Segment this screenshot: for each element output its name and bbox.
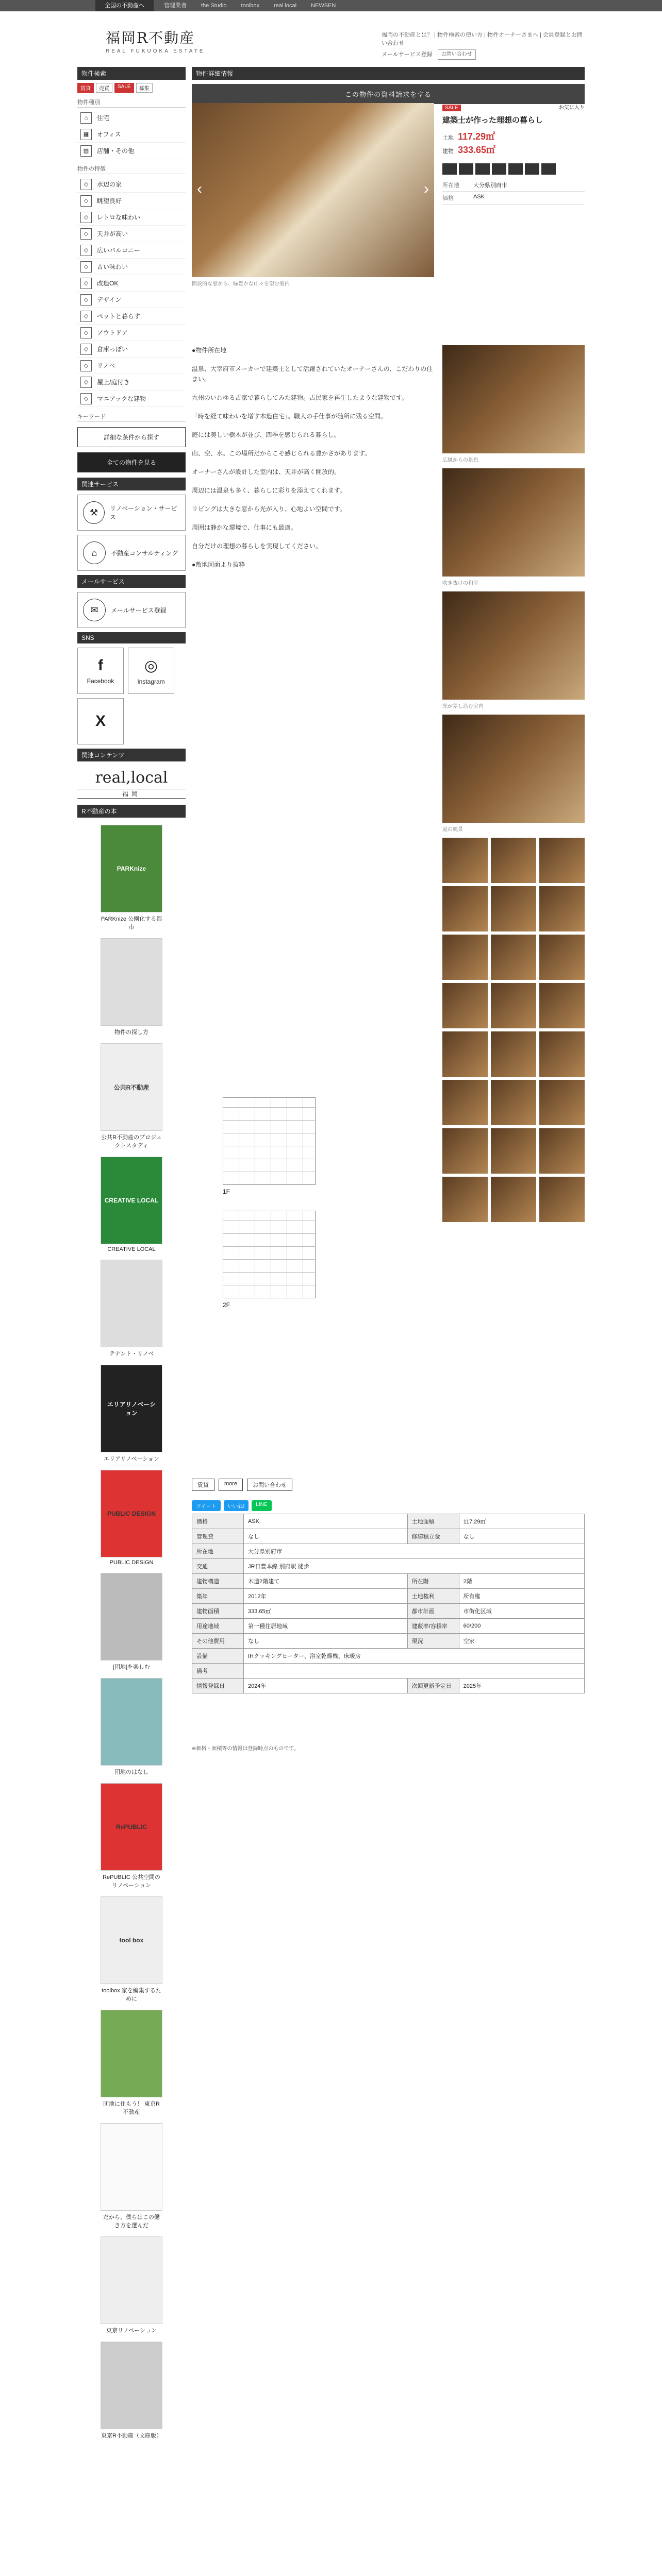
description-paragraph: 山、空、水。この場所だからこそ感じられる豊かさがあります。: [192, 450, 371, 457]
spec-key: 現況: [407, 1634, 459, 1649]
spec-value: 第一種住居地域: [244, 1619, 408, 1634]
spec-row: [192, 1514, 585, 1529]
keyword-heading: キーワード: [77, 412, 186, 422]
feature-icon: ◇: [80, 278, 92, 289]
topnav-item[interactable]: 管理業者: [164, 3, 187, 9]
feature-item[interactable]: [77, 341, 186, 358]
description-paragraph: 九州のいわゆる古家で暮らしてみた建物。古民家を再生したような建物です。: [192, 394, 408, 401]
book-cover: [101, 1573, 162, 1660]
book-item[interactable]: [101, 1043, 162, 1149]
description-paragraph: 「時を経て味わいを増す木造住宅」。職人の手仕事が随所に残る空間。: [192, 413, 387, 420]
instagram-icon: ◎: [144, 657, 158, 674]
floor-plan-label: 2F: [223, 1301, 230, 1309]
thumbnail[interactable]: [442, 1177, 488, 1222]
description-paragraph: オーナーさんが設計した室内は、天井が高く開放的。: [192, 468, 341, 476]
spec-key: 築年: [192, 1589, 244, 1604]
book-item[interactable]: [101, 1896, 162, 2003]
site-logo[interactable]: [106, 27, 205, 54]
spec-key: 情報登録日: [192, 1679, 244, 1693]
feature-icon: [541, 163, 556, 175]
books-heading: R不動産の本: [77, 805, 186, 818]
book-item[interactable]: [101, 2010, 162, 2116]
spec-row: [192, 1604, 585, 1619]
book-item[interactable]: [101, 1365, 162, 1463]
feature-item[interactable]: [77, 193, 186, 209]
book-cover: RePUBLIC: [101, 1783, 162, 1871]
service-label: リノベーション・サービス: [110, 505, 177, 521]
all-listings-button[interactable]: 全ての物件を見る: [77, 452, 186, 472]
spec-value: なし: [244, 1529, 408, 1544]
feature-label: マニアックな建物: [97, 395, 146, 402]
tag-sale[interactable]: SALE: [114, 83, 134, 93]
mail-icon: ✉: [83, 599, 106, 621]
feature-item[interactable]: [77, 358, 186, 374]
type-label: オフィス: [97, 131, 121, 138]
spec-key: 用途地域: [192, 1619, 244, 1634]
tag-wanted[interactable]: 募集: [136, 83, 153, 93]
spec-table: [192, 1514, 585, 1693]
thumbnail[interactable]: [442, 1080, 488, 1125]
search-tags: [77, 83, 186, 93]
feature-icon: ◇: [80, 344, 92, 355]
spec-key: 設備: [192, 1649, 244, 1664]
service-consulting[interactable]: [77, 535, 186, 571]
spec-key: 交通: [192, 1559, 244, 1574]
mail-service-link[interactable]: メールサービス登録: [382, 52, 433, 58]
topnav-item[interactable]: toolbox: [241, 3, 260, 9]
type-heading: 物件種別: [77, 98, 186, 108]
tweet-button[interactable]: ツイート: [192, 1500, 221, 1511]
feature-icon: [459, 163, 473, 175]
feature-label: 天井が高い: [97, 230, 128, 238]
mail-heading: メールサービス: [77, 575, 186, 588]
spec-key: 所在地: [192, 1544, 244, 1559]
book-title: 物件の探し方: [114, 1029, 148, 1036]
book-cover: [101, 2342, 162, 2429]
thumbnail[interactable]: [539, 886, 585, 931]
feature-heading: 物件の特徴: [77, 164, 186, 174]
spec-key: 価格: [192, 1514, 244, 1529]
spec-value: なし: [459, 1529, 584, 1544]
spec-value: 空家: [459, 1634, 584, 1649]
thumbnail[interactable]: [491, 935, 536, 980]
feature-icon: ◇: [80, 261, 92, 273]
spec-key: 管理費: [192, 1529, 244, 1544]
spec-value: 60/200: [459, 1619, 584, 1634]
description-paragraph: 周辺には温泉も多く、暮らしに彩りを添えてくれます。: [192, 487, 346, 494]
feature-item[interactable]: [77, 391, 186, 407]
feature-item[interactable]: [77, 209, 186, 226]
feature-label: 眺望良好: [97, 197, 122, 205]
instagram-link[interactable]: [128, 648, 174, 694]
spec-value: 大分県別府市: [244, 1544, 585, 1559]
tag-link[interactable]: お問い合わせ: [247, 1479, 292, 1491]
spec-row: [192, 1634, 585, 1649]
sale-badge: SALE: [442, 105, 461, 111]
property-description: [192, 345, 434, 578]
thumbnail[interactable]: [539, 1128, 585, 1174]
spec-key: 土地面積: [407, 1514, 459, 1529]
property-title: 建築士が作った理想の暮らし: [442, 116, 543, 125]
book-title: エリアリノベーション: [103, 1456, 160, 1462]
spec-value: 117.29㎡: [459, 1514, 584, 1529]
building-area: 333.65㎡: [458, 145, 496, 155]
thumbnail[interactable]: [442, 983, 488, 1028]
thumbnail[interactable]: [539, 1080, 585, 1125]
book-cover: 公共R不動産: [101, 1043, 162, 1131]
book-cover: [101, 2236, 162, 2324]
spec-value: 2階: [459, 1574, 584, 1589]
spec-value: 2012年: [244, 1589, 408, 1604]
book-title: CREATIVE LOCAL: [107, 1246, 156, 1252]
gallery-caption: 庭の風景: [442, 827, 463, 833]
book-title: 東京リノベーション: [106, 2328, 157, 2334]
book-title: 公共R不動産のプロジェクトスタディ: [101, 1134, 162, 1149]
tag-link[interactable]: more: [219, 1479, 243, 1491]
office-icon: ▦: [80, 129, 92, 140]
spec-row: [192, 1619, 585, 1634]
thumbnail[interactable]: [442, 838, 488, 883]
feature-icon: ◇: [80, 360, 92, 371]
thumbnail[interactable]: [442, 886, 488, 931]
tag-buy[interactable]: 売買: [96, 83, 112, 93]
book-title: PARKnize 公園化する都市: [101, 916, 162, 930]
price-value: ASK: [473, 194, 485, 200]
house-icon: ⌂: [80, 112, 92, 124]
real-local-logo[interactable]: real,local: [95, 769, 168, 787]
spec-key: 次回更新予定日: [407, 1679, 459, 1693]
renovation-icon: ⚒: [83, 501, 105, 524]
book-cover: tool box: [101, 1896, 162, 1984]
feature-label: 屋上/庭付き: [97, 379, 130, 386]
thumbnail[interactable]: [491, 1031, 536, 1077]
thumbnail[interactable]: [539, 935, 585, 980]
feature-icon: ◇: [80, 294, 92, 306]
thumbnail[interactable]: [491, 1177, 536, 1222]
spec-value: なし: [244, 1634, 408, 1649]
description-paragraph: ●敷地図面より抜粋: [192, 561, 245, 568]
spec-row: [192, 1559, 585, 1574]
thumbnail-grid: [442, 838, 585, 1222]
sidebar: [77, 67, 186, 2447]
feature-icon: [492, 163, 506, 175]
like-button[interactable]: いいね!: [224, 1500, 249, 1511]
book-title: RePUBLIC 公共空間のリノベーション: [103, 1874, 160, 1889]
all-estate-link[interactable]: 全国の不動産へ: [95, 0, 154, 11]
thumbnail[interactable]: [442, 1031, 488, 1077]
share-buttons: [192, 1500, 272, 1511]
description-paragraph: 周囲は静かな環境で、仕事にも最適。: [192, 524, 297, 531]
book-title: だから、僕らはこの働き方を選んだ: [103, 2214, 160, 2229]
real-local-sub: 福岡: [77, 789, 186, 799]
x-link[interactable]: [77, 698, 124, 744]
book-cover: [101, 2123, 162, 2211]
feature-label: 倉庫っぽい: [97, 346, 128, 353]
sns-heading: SNS: [77, 632, 186, 643]
book-title: 団地のはなし: [114, 1769, 148, 1775]
thumbnail[interactable]: [491, 1128, 536, 1174]
gallery-photo[interactable]: [442, 345, 585, 453]
book-item[interactable]: [101, 938, 162, 1036]
spec-key: 都市計画: [407, 1604, 459, 1619]
topnav-item[interactable]: real local: [274, 3, 297, 9]
spec-row: [192, 1679, 585, 1693]
spec-value: IHクッキングヒーター、浴室乾燥機、床暖房: [244, 1649, 585, 1664]
area-label: 土地: [442, 135, 454, 141]
type-item[interactable]: [77, 143, 186, 159]
feature-icon: ◇: [80, 195, 92, 207]
description-paragraph: 自分だけの理想の暮らしを実現してください。: [192, 543, 322, 550]
sns-label: Facebook: [87, 677, 114, 685]
feature-label: 古い味わい: [97, 263, 128, 270]
gallery-caption: 広縁からの景色: [442, 457, 478, 463]
price-line: [442, 192, 585, 205]
facebook-link[interactable]: [77, 648, 124, 694]
location-value: 大分県別府市: [473, 182, 507, 189]
related-heading: 関連コンテンツ: [77, 749, 186, 761]
feature-icons: [442, 163, 585, 175]
feature-item[interactable]: [77, 308, 186, 325]
header-tagline[interactable]: 福岡の不動産とは？ | 物件検索の使い方 | 物件オーナーさまへ | 会員登録とお問い合わせ: [382, 32, 583, 46]
info-key: 所在地: [442, 182, 459, 189]
feature-icon: [525, 163, 539, 175]
prev-arrow-icon[interactable]: ‹: [197, 180, 202, 197]
spec-row: [192, 1574, 585, 1589]
thumbnail[interactable]: [491, 838, 536, 883]
book-cover: [101, 2010, 162, 2097]
feature-icon: ◇: [80, 327, 92, 338]
feature-item[interactable]: [77, 176, 186, 193]
mail-label: メールサービス登録: [111, 606, 167, 614]
spec-value: [244, 1664, 585, 1679]
logo-ja: 福岡R不動産: [106, 29, 195, 46]
book-item[interactable]: [101, 1260, 162, 1358]
line-button[interactable]: LINE: [252, 1500, 271, 1511]
tag-link[interactable]: 賃貸: [192, 1479, 214, 1491]
gallery-caption: 吹き抜けの和室: [442, 581, 478, 586]
spec-value: 333.65㎡: [244, 1604, 408, 1619]
book-title: PUBLIC DESIGN: [109, 1560, 154, 1566]
spec-key: その他費用: [192, 1634, 244, 1649]
spec-key: 建蔽率/容積率: [407, 1619, 459, 1634]
feature-icon: ◇: [80, 377, 92, 388]
sns-links: [77, 648, 186, 694]
x-icon: X: [95, 713, 106, 730]
book-title: 東京R不動産（文庫版）: [101, 2433, 162, 2439]
type-label: 店舗・その他: [97, 147, 135, 155]
thumbnail[interactable]: [539, 1031, 585, 1077]
spec-key: 修繕積立金: [407, 1529, 459, 1544]
book-list: [77, 825, 186, 2439]
spec-key: 土地権利: [407, 1589, 459, 1604]
feature-item[interactable]: [77, 325, 186, 341]
topnav-item[interactable]: the Studio: [201, 3, 227, 9]
description-paragraph: リビングは大きな窓から光が入り、心地よい空間です。: [192, 505, 346, 513]
main-photo[interactable]: [192, 103, 434, 277]
book-item[interactable]: [101, 825, 162, 931]
feature-label: デザイン: [97, 296, 122, 303]
book-item[interactable]: [101, 2236, 162, 2334]
spec-footnote: ※価格・面積等の情報は登録時点のものです。: [192, 1746, 299, 1752]
property-summary: [442, 103, 585, 205]
book-cover: [101, 1678, 162, 1766]
gallery-photo[interactable]: [442, 715, 585, 823]
book-item[interactable]: [101, 1157, 162, 1252]
feature-item[interactable]: [77, 275, 186, 292]
service-heading: 関連サービス: [77, 478, 186, 490]
spec-row: [192, 1589, 585, 1604]
thumbnail[interactable]: [539, 838, 585, 883]
thumbnail[interactable]: [442, 1128, 488, 1174]
thumbnail[interactable]: [491, 1080, 536, 1125]
next-arrow-icon[interactable]: ›: [424, 180, 429, 197]
book-cover: PARKnize: [101, 825, 162, 912]
top-bar: [0, 0, 662, 11]
description-paragraph: ●物件所在地: [192, 347, 227, 354]
service-label: 不動産コンサルティング: [111, 549, 178, 557]
book-item[interactable]: [101, 1470, 162, 1566]
book-title: テナント・リノベ: [109, 1351, 154, 1357]
feature-icon: [475, 163, 490, 175]
book-title: toolbox 家を編集するために: [102, 1988, 161, 2002]
book-item[interactable]: [101, 1678, 162, 1776]
detail-search-button[interactable]: 詳細な条件から探す: [77, 427, 186, 447]
description-paragraph: 温泉、大宰府市メーカーで建築士として活躍されていたオーナーさんの、こだわりの住まい。: [192, 365, 433, 383]
feature-item[interactable]: [77, 374, 186, 391]
gallery-caption: 光が差し込む室内: [442, 704, 484, 709]
floor-plan-image[interactable]: [223, 1097, 316, 1185]
description-paragraph: 庭には美しい樹木が並び、四季を感じられる暮らし。: [192, 431, 340, 438]
spec-value: 木造2階建て: [244, 1574, 408, 1589]
favorite-button[interactable]: お気に入り: [559, 105, 585, 111]
detail-heading: 物件詳細情報: [192, 67, 585, 80]
thumbnail[interactable]: [491, 983, 536, 1028]
feature-label: アウトドア: [97, 329, 128, 336]
mail-service-box[interactable]: [77, 592, 186, 628]
contact-button[interactable]: お問い合わせ: [438, 49, 476, 60]
feature-item[interactable]: [77, 242, 186, 259]
spec-row: [192, 1544, 585, 1559]
feature-icon: ◇: [80, 311, 92, 322]
spec-value: 2025年: [459, 1679, 584, 1693]
consulting-icon: ⌂: [83, 541, 106, 564]
feature-item[interactable]: [77, 259, 186, 275]
thumbnail[interactable]: [442, 935, 488, 980]
land-area: 117.29㎡: [458, 131, 495, 142]
request-docs-bar[interactable]: この物件の資料請求をする: [192, 84, 585, 104]
book-item[interactable]: [101, 1573, 162, 1671]
spec-value: JR日豊本線 別府駅 徒歩: [244, 1559, 585, 1574]
book-cover: [101, 1260, 162, 1347]
gallery-photo[interactable]: [442, 468, 585, 577]
topnav-item[interactable]: NEWSEN: [311, 3, 336, 9]
location-line: [442, 179, 585, 192]
feature-icon: ◇: [80, 393, 92, 404]
search-heading: 物件検索: [77, 67, 186, 80]
type-item[interactable]: [77, 126, 186, 143]
book-item[interactable]: [101, 2123, 162, 2229]
spec-key: 所在階: [407, 1574, 459, 1589]
photo-caption: 開放的な窓から、緑豊かな山々を望む室内: [192, 281, 290, 287]
book-item[interactable]: [101, 1783, 162, 1889]
thumbnail[interactable]: [539, 1177, 585, 1222]
main-content: [192, 67, 585, 1752]
type-label: 住宅: [97, 114, 110, 122]
sns-links-2: [77, 698, 186, 744]
thumbnail[interactable]: [491, 886, 536, 931]
feature-icon: [508, 163, 523, 175]
book-cover: [101, 938, 162, 1026]
feature-icon: [442, 163, 457, 175]
floor-plans: [223, 1097, 316, 1324]
book-title: 団地に住もう！ 東京R不動産: [103, 2101, 160, 2115]
area-label: 建物: [442, 148, 454, 155]
spec-row: [192, 1664, 585, 1679]
feature-icon: ◇: [80, 179, 92, 190]
feature-icon: ◇: [80, 245, 92, 256]
facebook-icon: f: [98, 657, 103, 674]
feature-label: 広いバルコニー: [97, 247, 141, 254]
feature-label: 改造OK: [97, 280, 119, 287]
book-cover: PUBLIC DESIGN: [101, 1470, 162, 1557]
logo-en: REAL FUKUOKA ESTATE: [106, 48, 205, 54]
thumbnail[interactable]: [539, 983, 585, 1028]
feature-label: 水辺の家: [97, 181, 122, 188]
book-cover: CREATIVE LOCAL: [101, 1157, 162, 1244]
floor-plan-label: 1F: [223, 1188, 230, 1195]
spec-value: 2024年: [244, 1679, 408, 1693]
spec-key: 建物面積: [192, 1604, 244, 1619]
spec-row: [192, 1649, 585, 1664]
info-key: 価格: [442, 195, 454, 201]
tag-rent[interactable]: 賃貸: [77, 83, 94, 93]
book-title: [団地]を楽しむ: [112, 1664, 151, 1670]
property-tags: [192, 1479, 292, 1491]
feature-item[interactable]: [77, 292, 186, 308]
header-links: [382, 31, 588, 60]
site-header: [0, 11, 662, 58]
shop-icon: ▤: [80, 145, 92, 157]
feature-label: レトロな味わい: [97, 214, 141, 221]
book-item[interactable]: [101, 2342, 162, 2439]
feature-icon: ◇: [80, 228, 92, 240]
spec-key: 備考: [192, 1664, 244, 1679]
spec-row: [192, 1529, 585, 1544]
gallery-photo[interactable]: [442, 591, 585, 700]
feature-item[interactable]: [77, 226, 186, 242]
photo-gallery: [442, 345, 585, 1222]
spec-value: ASK: [244, 1514, 408, 1529]
type-item[interactable]: [77, 110, 186, 126]
spec-key: 建物構造: [192, 1574, 244, 1589]
book-cover: エリアリノベーション: [101, 1365, 162, 1452]
spec-value: 所有権: [459, 1589, 584, 1604]
feature-label: リノベ: [97, 362, 115, 369]
feature-icon: ◇: [80, 212, 92, 223]
service-renovation[interactable]: [77, 495, 186, 531]
sns-label: Instagram: [137, 677, 165, 685]
floor-plan-image[interactable]: [223, 1211, 316, 1298]
spec-value: 市街化区域: [459, 1604, 584, 1619]
feature-label: ペットと暮らす: [97, 313, 141, 320]
